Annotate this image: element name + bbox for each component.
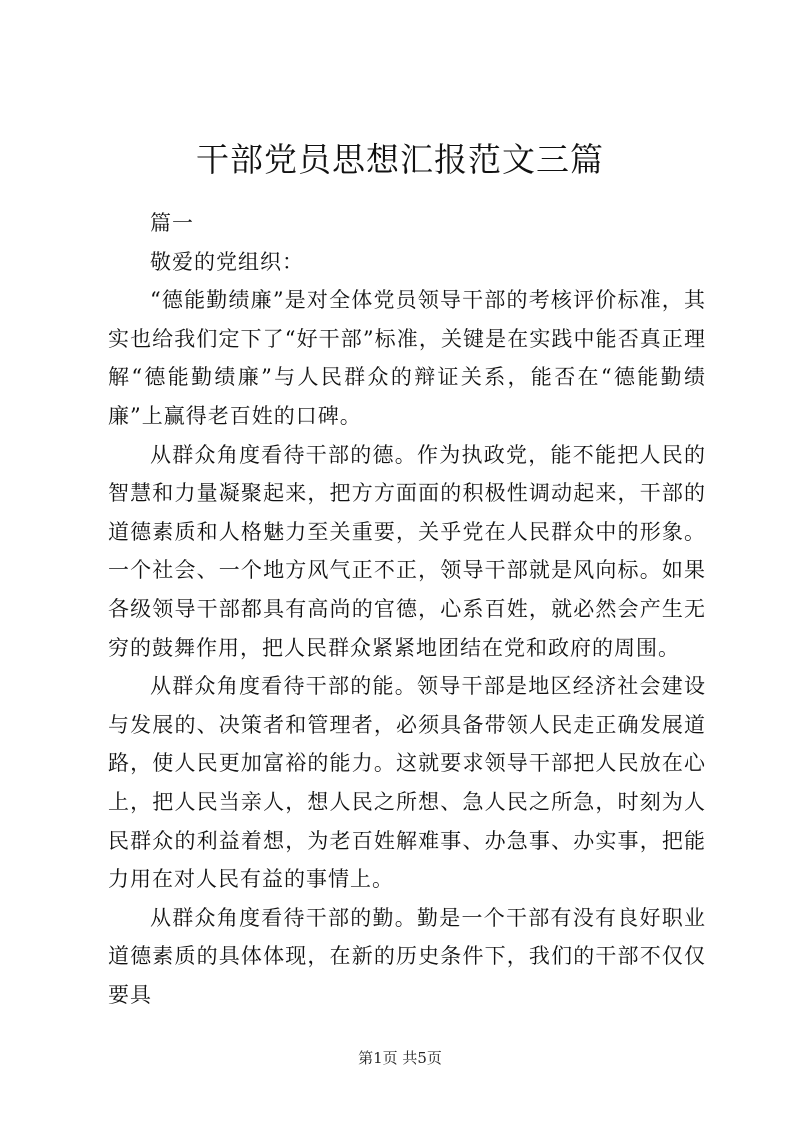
paragraph-virtue: 从群众角度看待干部的德。作为执政党，能不能把人民的智慧和力量凝聚起来，把方方面面的积极性调动起来，干部的道德素质和人格魅力至关重要，关乎党在人民群众中的形象。一个社会、一个地方风气正不正，领导干部就是风向标。如果各级领导干部都具有高尚的官德，心系百姓，就必然会产生无穷的鼓舞作用，把人民群众紧紧地团结在党和政府的周围。 xyxy=(108,442,706,660)
section-heading: 篇一 xyxy=(150,211,194,235)
salutation: 敬爱的党组织： xyxy=(150,249,304,274)
paragraph-ability: 从群众角度看待干部的能。领导干部是地区经济社会建设与发展的、决策者和管理者，必须具备带领人民走正确发展道路，使人民更加富裕的能力。这就要求领导干部把人民放在心上，把人民当亲人，想人民之所想、急人民之所急，时刻为人民群众的利益着想，为老百姓解难事、办急事、办实事，把能力用在对人民有益的事情上。 xyxy=(108,674,706,892)
paragraph-intro: “德能勤绩廉”是对全体党员领导干部的考核评价标准，其实也给我们定下了“好干部”标准，关键是在实践中能否真正理解“德能勤绩廉”与人民群众的辩证关系，能否在“德能勤绩廉”上赢得老百姓的口碑。 xyxy=(108,288,706,428)
page-footer: 第1页 共5页 xyxy=(358,1049,442,1067)
paragraph-diligence: 从群众角度看待干部的勤。勤是一个干部有没有良好职业道德素质的具体体现，在新的历史条件下，我们的干部不仅仅要具 xyxy=(108,905,706,1007)
document-body xyxy=(108,204,706,1014)
document-title: 干部党员思想汇报范文三篇 xyxy=(196,140,604,179)
